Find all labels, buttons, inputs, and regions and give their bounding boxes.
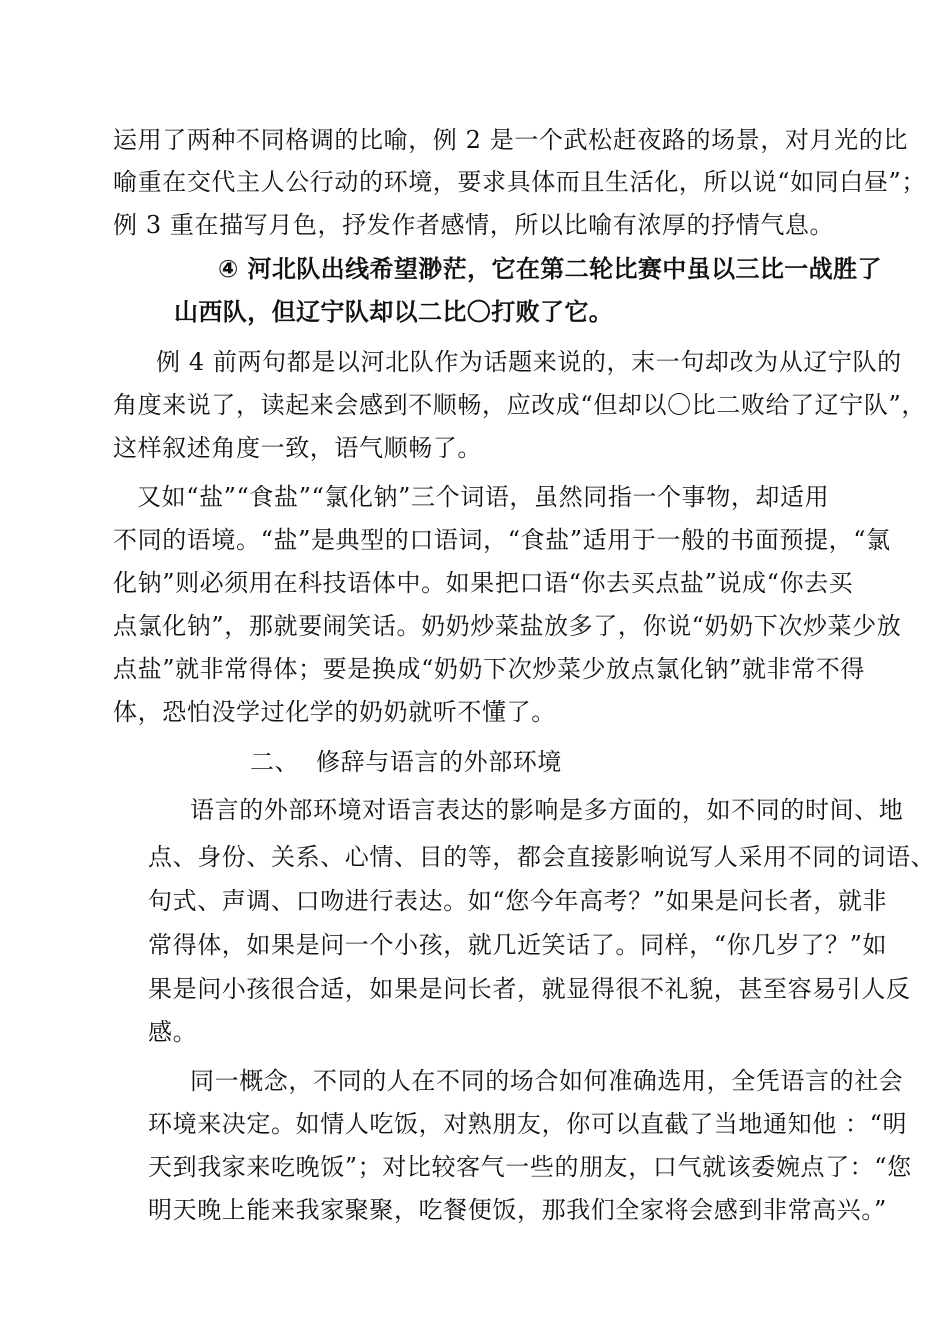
paragraph-2-line-3: 这样叙述角度一致，语气顺畅了。 [113, 434, 482, 462]
example-4-line-1: ④ 河北队出线希望渺茫，它在第二轮比赛中虽以三比一战胜了 [218, 255, 882, 283]
paragraph-3-line-6: 体，恐怕没学过化学的奶奶就听不懂了。 [113, 698, 556, 726]
paragraph-4-line-5: 果是问小孩很合适，如果是问长者，就显得很不礼貌，甚至容易引人反 [148, 975, 911, 1003]
paragraph-4-line-4: 常得体，如果是问一个小孩，就几近笑话了。同样，“你几岁了？”如 [148, 931, 888, 959]
paragraph-1-line-1: 运用了两种不同格调的比喻，例 2 是一个武松赶夜路的场景，对月光的比 [113, 126, 908, 154]
paragraph-5-line-3: 天到我家来吃晚饭”；对比较客气一些的朋友，口气就该委婉点了：“您 [148, 1153, 912, 1181]
paragraph-4-line-1: 语言的外部环境对语言表达的影响是多方面的，如不同的时间、地 [190, 796, 904, 824]
paragraph-4-line-6: 感。 [148, 1018, 198, 1046]
paragraph-5-line-4: 明天晚上能来我家聚聚，吃餐便饭，那我们全家将会感到非常高兴。” [148, 1196, 887, 1224]
paragraph-5-line-2: 环境来决定。如情人吃饭，对熟朋友，你可以直截了当地通知他 ：“明 [148, 1110, 908, 1138]
paragraph-2-line-2: 角度来说了，读起来会感到不顺畅，应改成“但却以〇比二败给了辽宁队”， [113, 391, 926, 419]
paragraph-4-line-2: 点、身份、关系、心情、目的等，都会直接影响说写人采用不同的词语、 [148, 843, 936, 871]
paragraph-3-line-3: 化钠”则必须用在科技语体中。如果把口语“你去买点盐”说成“你去买 [113, 569, 854, 597]
paragraph-1-line-2: 喻重在交代主人公行动的环境，要求具体而且生活化，所以说“如同白昼”； [113, 168, 926, 196]
paragraph-5-line-1: 同一概念，不同的人在不同的场合如何准确选用，全凭语言的社会 [190, 1067, 904, 1095]
paragraph-2-line-1: 例 4 前两句都是以河北队作为话题来说的，末一句却改为从辽宁队的 [156, 348, 902, 376]
section-heading-number: 二、 [250, 748, 300, 776]
paragraph-3-line-4: 点氯化钠”，那就要闹笑话。奶奶炒菜盐放多了，你说“奶奶下次炒菜少放 [113, 612, 902, 640]
example-4-line-2: 山西队，但辽宁队却以二比〇打败了它。 [174, 298, 614, 326]
paragraph-3-line-2: 不同的语境。“盐”是典型的口语词，“食盐”适用于一般的书面预提，“氯 [113, 526, 891, 554]
section-heading-title: 修辞与语言的外部环境 [316, 748, 562, 776]
paragraph-4-line-3: 句式、声调、口吻进行表达。如“您今年高考？”如果是问长者，就非 [148, 887, 888, 915]
paragraph-3-line-1: 又如“盐”“食盐”“氯化钠”三个词语，虽然同指一个事物，却适用 [137, 483, 830, 511]
paragraph-1-line-3: 例 3 重在描写月色，抒发作者感情，所以比喻有浓厚的抒情气息。 [113, 211, 835, 239]
paragraph-3-line-5: 点盐”就非常得体；要是换成“奶奶下次炒菜少放点氯化钠”就非常不得 [113, 655, 866, 683]
